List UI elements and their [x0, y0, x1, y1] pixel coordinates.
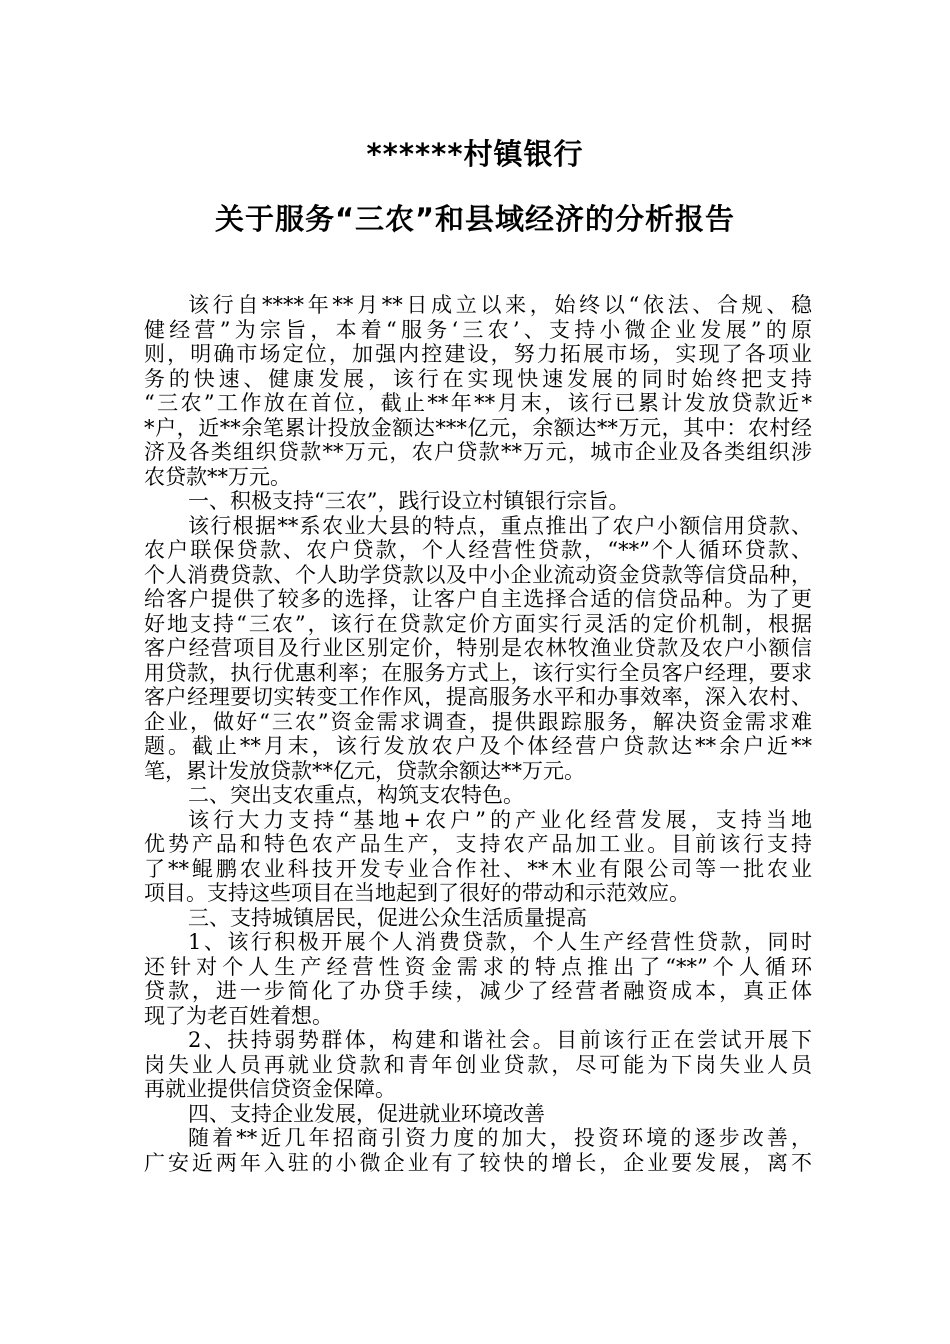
text-line: 项目。支持这些项目在当地起到了很好的带动和示范效应。 [144, 881, 690, 905]
text-line: “三农”工作放在首位，截止**年**月末，该行已累计发放贷款近* [144, 391, 812, 415]
text-line: 优势产品和特色农产品生产，支持农产品加工业。目前该行支持 [144, 832, 812, 856]
text-line: 个人消费贷款、个人助学贷款以及中小企业流动资金贷款等信贷品种， [144, 562, 812, 587]
document-title-bank: ******村镇银行 [366, 137, 584, 171]
text-line: 随着**近几年招商引资力度的加大，投资环境的逐步改善， [188, 1126, 812, 1150]
text-line: 该行根据**系农业大县的特点，重点推出了农户小额信用贷款、 [188, 513, 812, 538]
text-line: 了**鲲鹏农业科技开发专业合作社、**木业有限公司等一批农业 [144, 856, 812, 881]
text-line: *户，近**余笔累计投放金额达***亿元，余额达**万元，其中：农村经 [144, 415, 812, 440]
text-line: 1、该行积极开展个人消费贷款，个人生产经营性贷款，同时 [188, 930, 812, 954]
document-title-report: 关于服务“三农”和县域经济的分析报告 [214, 202, 736, 236]
text-line: 四、支持企业发展，促进就业环境改善 [188, 1101, 545, 1126]
text-line: 则，明确市场定位，加强内控建设，努力拓展市场，实现了各项业 [144, 342, 812, 366]
text-line: 企业，做好“三农”资金需求调查，提供跟踪服务，解决资金需求难 [144, 709, 812, 734]
text-line: 济及各类组织贷款**万元，农户贷款**万元，城市企业及各类组织涉 [144, 440, 812, 464]
text-line: 一、积极支持“三农”，践行设立村镇银行宗旨。 [188, 489, 630, 513]
text-line: 该行大力支持“基地+农户”的产业化经营发展，支持当地 [188, 807, 812, 832]
text-line: 务的快速、健康发展，该行在实现快速发展的同时始终把支持 [144, 366, 812, 391]
text-line: 三、支持城镇居民，促进公众生活质量提高 [188, 905, 587, 930]
text-line: 该行自****年**月**日成立以来，始终以“依法、合规、稳 [188, 293, 812, 317]
text-line: 用贷款，执行优惠利率；在服务方式上，该行实行全员客户经理，要求 [144, 660, 812, 685]
text-line: 2、扶持弱势群体，构建和谐社会。目前该行正在尝试开展下 [188, 1028, 812, 1052]
text-line: 客户经营项目及行业区别定价，特别是农林牧渔业贷款及农户小额信 [144, 636, 812, 660]
text-line: 岗失业人员再就业贷款和青年创业贷款，尽可能为下岗失业人员 [144, 1052, 812, 1077]
text-line: 笔，累计发放贷款**亿元，贷款余额达**万元。 [144, 758, 585, 783]
text-line: 健经营”为宗旨，本着“服务‘三农’、支持小微企业发展”的原 [144, 317, 812, 342]
text-line: 题。截止**月末，该行发放农户及个体经营户贷款达**余户近** [144, 734, 812, 758]
text-line: 农贷款**万元。 [144, 464, 291, 489]
text-line: 贷款，进一步简化了办贷手续，减少了经营者融资成本，真正体 [144, 979, 812, 1003]
text-line: 现了为老百姓着想。 [144, 1003, 333, 1028]
text-line: 好地支持“三农”，该行在贷款定价方面实行灵活的定价机制，根据 [144, 611, 812, 636]
text-line: 二、突出支农重点，构筑支农特色。 [188, 783, 524, 807]
text-line: 广安近两年入驻的小微企业有了较快的增长，企业要发展，离不 [144, 1150, 812, 1175]
document-body [144, 293, 812, 1175]
text-line: 给客户提供了较多的选择，让客户自主选择合适的信贷品种。为了更 [144, 587, 812, 611]
text-line: 还针对个人生产经营性资金需求的特点推出了“**”个人循环 [144, 954, 812, 979]
text-line: 农户联保贷款、农户贷款，个人经营性贷款，“**”个人循环贷款、 [144, 538, 812, 562]
text-line: 再就业提供信贷资金保障。 [144, 1077, 396, 1101]
text-line: 客户经理要切实转变工作作风，提高服务水平和办事效率，深入农村、 [144, 685, 812, 709]
